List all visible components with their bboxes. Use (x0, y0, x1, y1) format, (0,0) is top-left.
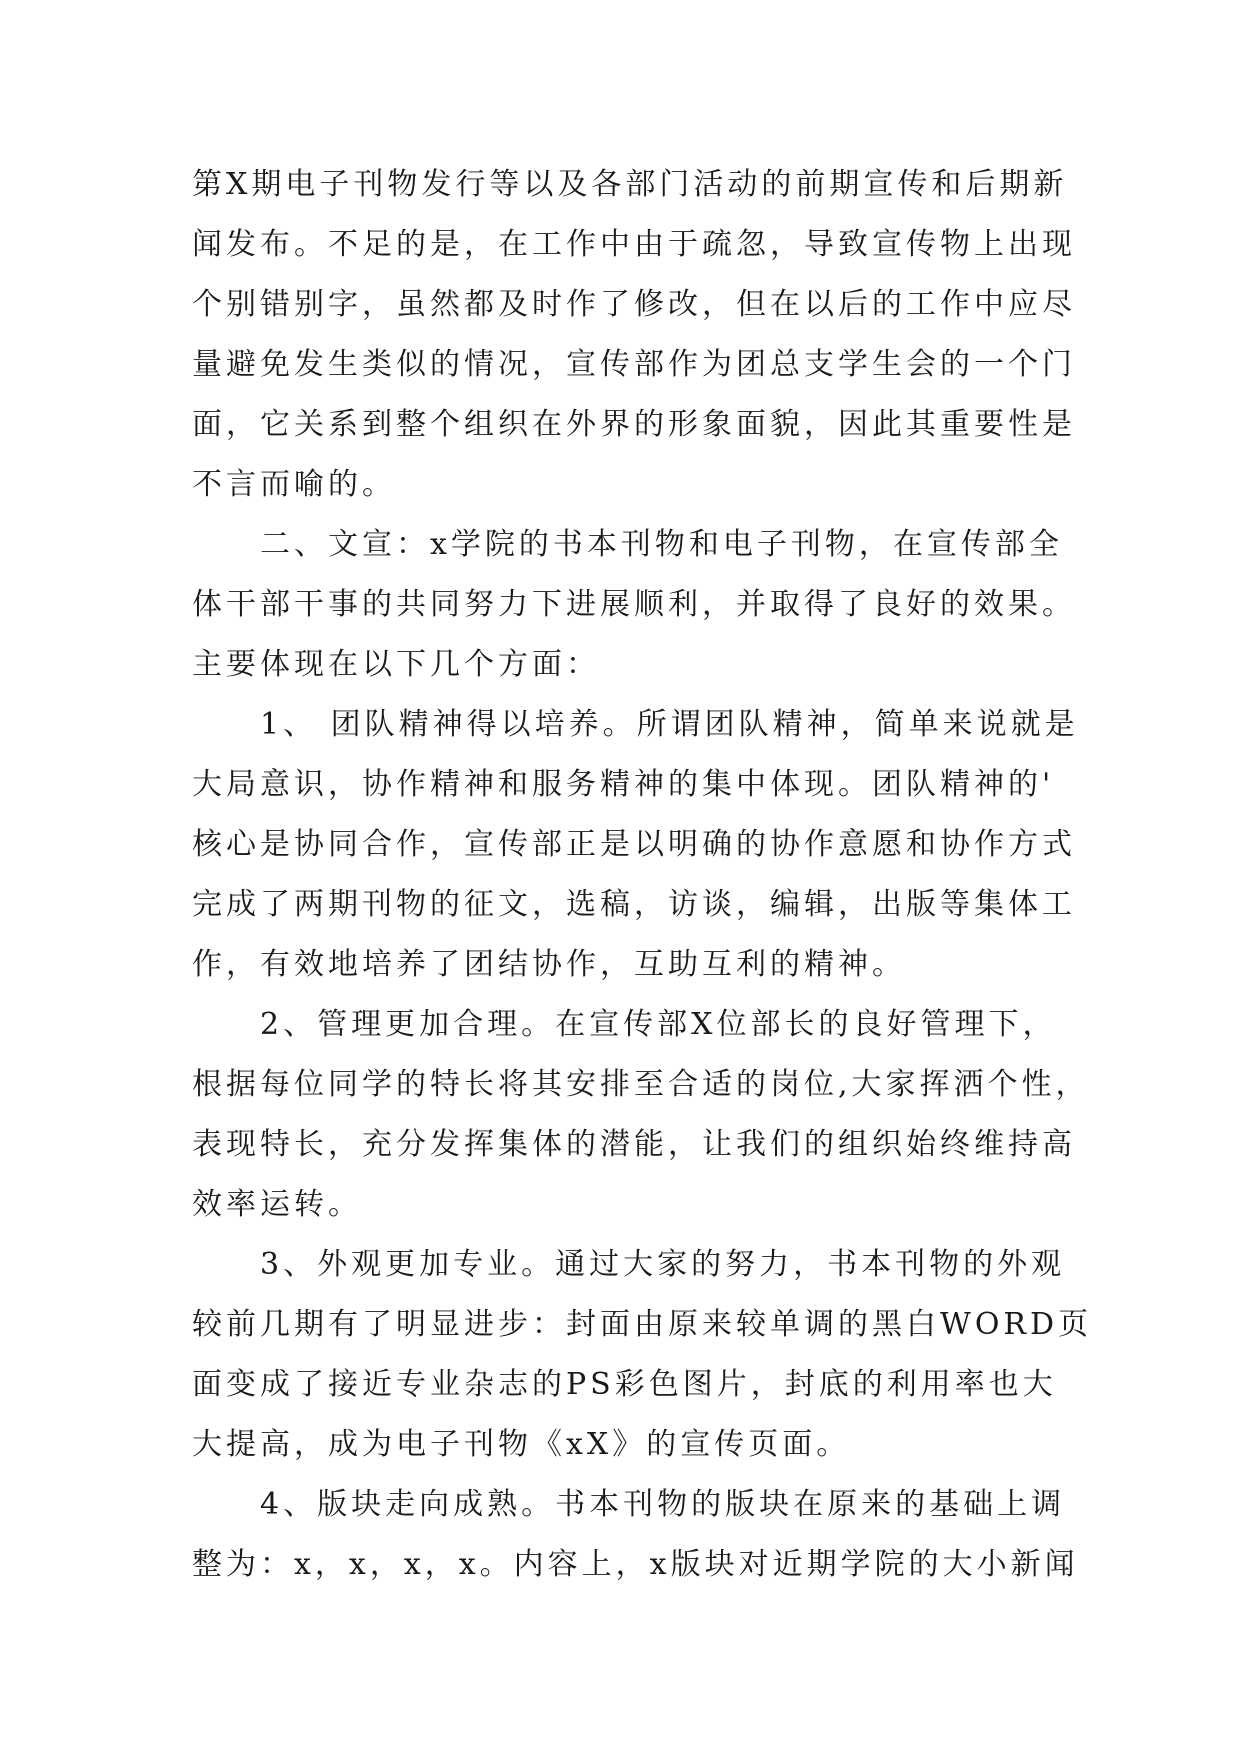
text-line: 表现特长，充分发挥集体的潜能，让我们的组织始终维持高 (192, 1127, 1076, 1162)
text-line: 较前几期有了明显进步：封面由原来较单调的黑白WORD页 (192, 1307, 1093, 1342)
text-line: 根据每位同学的特长将其安排至合适的岗位,大家挥洒个性， (192, 1067, 1090, 1102)
text-line: 面，它关系到整个组织在外界的形象面貌，因此其重要性是 (192, 407, 1076, 442)
text-line: 效率运转。 (192, 1187, 362, 1222)
text-line: 主要体现在以下几个方面： (192, 647, 600, 682)
text-line: 大局意识，协作精神和服务精神的集中体现。团队精神的' (192, 767, 1055, 802)
text-line: 核心是协同合作，宣传部正是以明确的协作意愿和协作方式 (192, 827, 1076, 862)
text-line: 个别错别字，虽然都及时作了修改，但在以后的工作中应尽 (192, 287, 1076, 322)
body-text (192, 155, 1093, 1595)
text-line: 2、管理更加合理。在宣传部X位部长的良好管理下， (192, 1007, 1057, 1042)
text-line: 闻发布。不足的是，在工作中由于疏忽，导致宣传物上出现 (192, 227, 1076, 262)
text-line: 1、 团队精神得以培养。所谓团队精神，简单来说就是 (192, 707, 1079, 742)
text-line: 作，有效地培养了团结协作，互助互利的精神。 (192, 947, 906, 982)
text-line: 3、外观更加专业。通过大家的努力，书本刊物的外观 (192, 1247, 1066, 1282)
text-line: 整为：x，x，x，x。内容上，x版块对近期学院的大小新闻 (192, 1547, 1079, 1582)
text-line: 4、版块走向成熟。书本刊物的版块在原来的基础上调 (192, 1487, 1066, 1522)
text-line: 体干部干事的共同努力下进展顺利，并取得了良好的效果。 (192, 587, 1076, 622)
text-line: 第X期电子刊物发行等以及各部门活动的前期宣传和后期新 (192, 167, 1068, 202)
text-line: 完成了两期刊物的征文，选稿，访谈，编辑，出版等集体工 (192, 887, 1076, 922)
text-line: 面变成了接近专业杂志的PS彩色图片，封底的利用率也大 (192, 1367, 1057, 1402)
text-line: 量避免发生类似的情况，宣传部作为团总支学生会的一个门 (192, 347, 1076, 382)
text-line: 二、文宣：x学院的书本刊物和电子刊物，在宣传部全 (192, 527, 1063, 562)
text-line: 不言而喻的。 (192, 467, 396, 502)
text-line: 大提高，成为电子刊物《xX》的宣传页面。 (192, 1427, 851, 1462)
